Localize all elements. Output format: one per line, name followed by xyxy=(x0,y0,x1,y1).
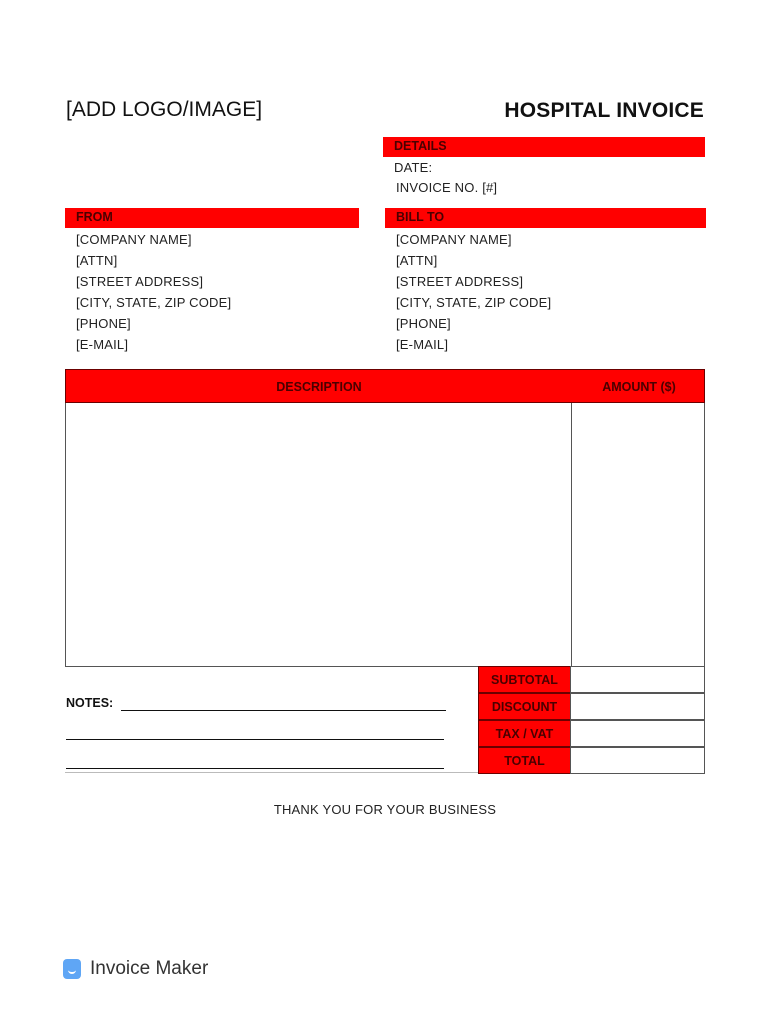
from-email: [E-MAIL] xyxy=(76,337,129,352)
logo-placeholder: [ADD LOGO/IMAGE] xyxy=(66,98,263,121)
description-column-header: DESCRIPTION xyxy=(276,380,362,394)
invoice-number-label: INVOICE NO. [#] xyxy=(396,180,498,195)
bill-to-email: [E-MAIL] xyxy=(396,337,449,352)
from-attn: [ATTN] xyxy=(76,253,118,268)
date-label: DATE: xyxy=(394,160,433,175)
bill-to-street-address: [STREET ADDRESS] xyxy=(396,274,524,289)
notes-bottom-divider xyxy=(65,772,478,773)
brand-logo xyxy=(63,958,208,980)
bill-to-company-name: [COMPANY NAME] xyxy=(396,232,512,247)
amount-column-header: AMOUNT ($) xyxy=(602,380,676,394)
items-table-header xyxy=(65,369,705,403)
tax-vat-label: TAX / VAT xyxy=(478,720,571,747)
invoice-title: HOSPITAL INVOICE xyxy=(504,99,704,122)
subtotal-value-cell[interactable] xyxy=(570,666,705,693)
column-divider xyxy=(571,403,572,666)
notes-line-1[interactable] xyxy=(121,710,446,711)
notes-label: NOTES: xyxy=(66,696,114,710)
items-table-body[interactable] xyxy=(65,403,705,667)
total-value-cell[interactable] xyxy=(570,747,705,774)
details-heading: DETAILS xyxy=(383,137,705,157)
discount-label: DISCOUNT xyxy=(478,693,571,720)
invoice-maker-icon xyxy=(63,959,81,979)
from-street-address: [STREET ADDRESS] xyxy=(76,274,204,289)
notes-line-3[interactable] xyxy=(66,768,444,769)
from-company-name: [COMPANY NAME] xyxy=(76,232,192,247)
bill-to-attn: [ATTN] xyxy=(396,253,438,268)
from-heading: FROM xyxy=(65,208,359,228)
brand-name: Invoice Maker xyxy=(90,958,209,979)
bill-to-heading: BILL TO xyxy=(385,208,706,228)
total-label: TOTAL xyxy=(478,747,571,774)
bill-to-phone: [PHONE] xyxy=(396,316,451,331)
bill-to-city-state-zip: [CITY, STATE, ZIP CODE] xyxy=(396,295,552,310)
bill-to-address-block xyxy=(396,229,551,355)
thank-you-message: THANK YOU FOR YOUR BUSINESS xyxy=(273,802,497,817)
from-city-state-zip: [CITY, STATE, ZIP CODE] xyxy=(76,295,232,310)
subtotal-label: SUBTOTAL xyxy=(478,666,571,693)
from-phone: [PHONE] xyxy=(76,316,131,331)
notes-line-2[interactable] xyxy=(66,739,444,740)
tax-vat-value-cell[interactable] xyxy=(570,720,705,747)
from-address-block xyxy=(76,229,231,355)
discount-value-cell[interactable] xyxy=(570,693,705,720)
